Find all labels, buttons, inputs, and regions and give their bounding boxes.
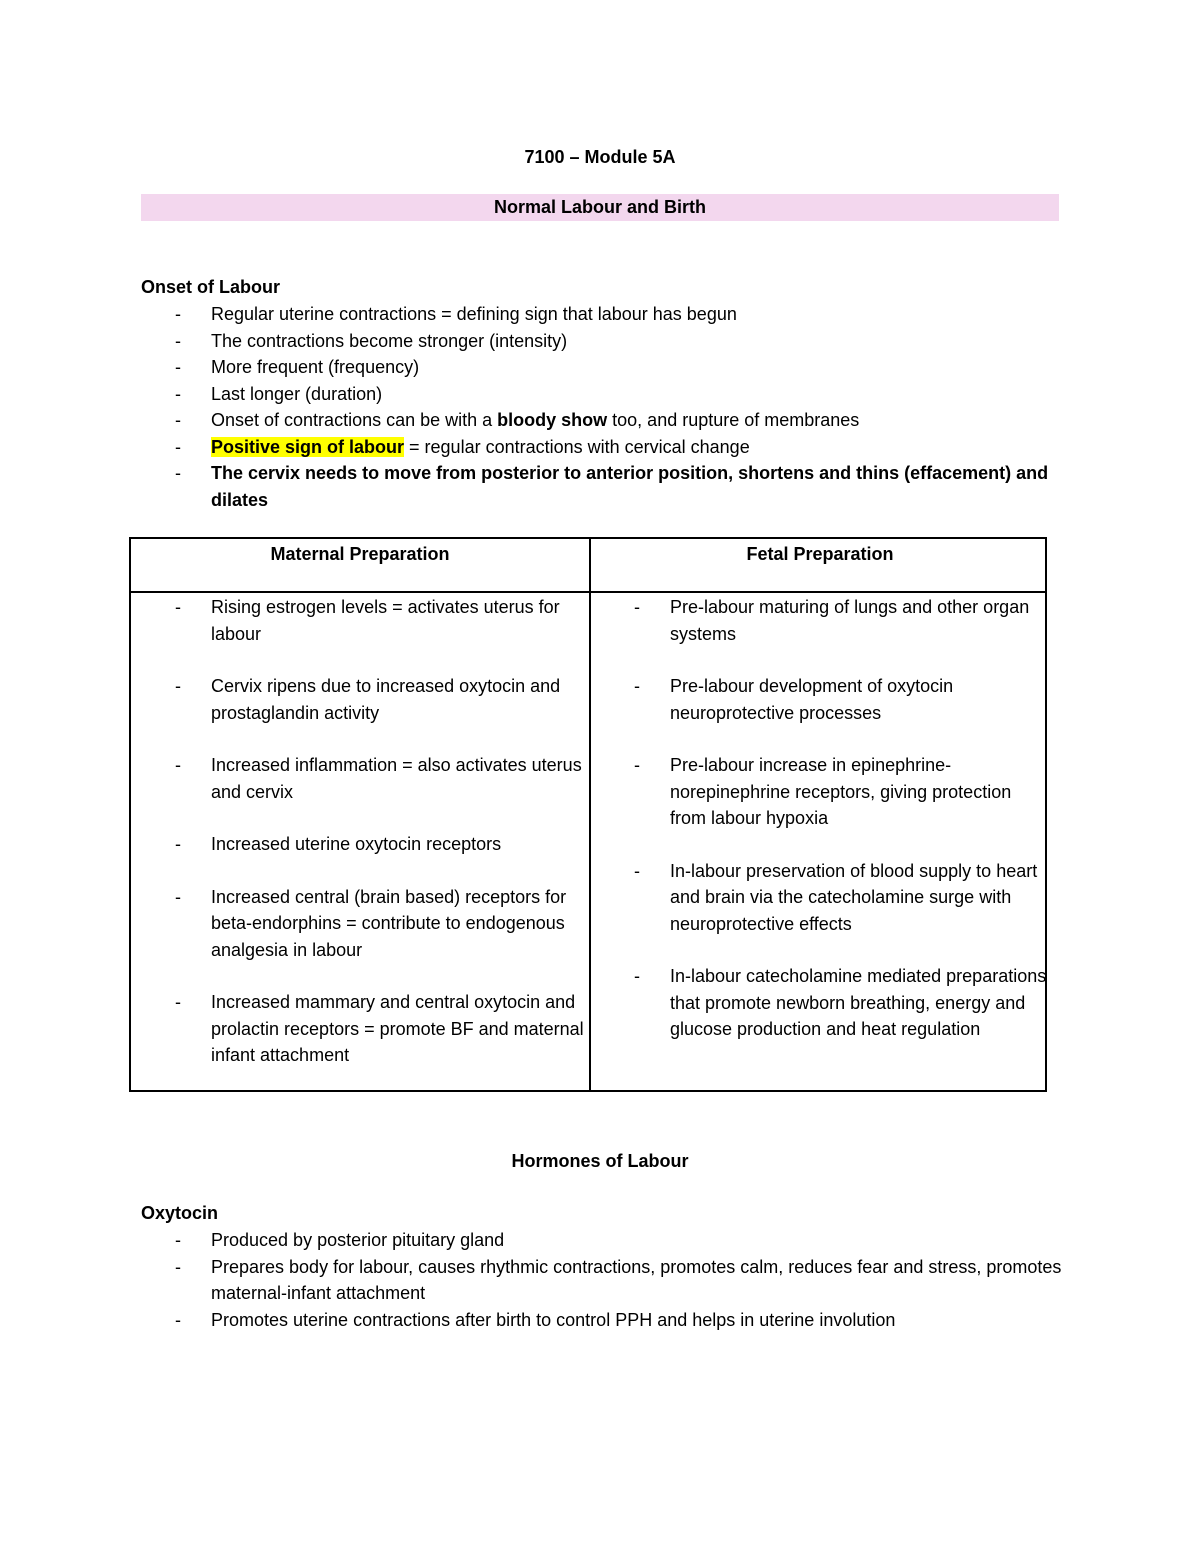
hormones-heading: Hormones of Labour — [511, 1151, 689, 1171]
fetal-column-header: Fetal Preparation — [746, 544, 894, 564]
list-item: - The contractions become stronger (intensity) — [141, 328, 1071, 355]
table-list-item: - In-labour catecholamine mediated preparations that promote newborn breathing, energy and glucose production and heat regulation — [634, 966, 1047, 1039]
highlighted-phrase: Positive sign of labour — [211, 436, 405, 457]
table-list-item: - Increased central (brain based) receptors for beta-endorphins = contribute to endogenous analgesia in labour — [175, 886, 567, 960]
table-list-item: - Cervix ripens due to increased oxytocin and prostaglandin activity — [175, 676, 561, 723]
list-dash: - — [175, 1309, 181, 1330]
table-header-rule — [131, 591, 1045, 593]
list-dash: - — [175, 383, 181, 404]
section-banner: Normal Labour and Birth — [141, 194, 1059, 221]
list-dash: - — [175, 357, 181, 377]
list-item: - Onset of contractions can be with a bloody show too, and rupture of membranes — [141, 407, 1071, 434]
list-item: - Prepares body for labour, causes rhythmic contractions, promotes calm, reduces fear and stress, promotes maternal-infant attachment — [141, 1254, 1071, 1307]
list-item: - Produced by posterior pituitary gland — [141, 1227, 1071, 1254]
document-title: 7100 – Module 5A — [524, 147, 676, 167]
list-dash: - — [175, 304, 181, 324]
list-item: - Regular uterine contractions = defining sign that labour has begun — [141, 301, 1071, 328]
list-item: - The cervix needs to move from posterior to anterior position, shortens and thins (effacement) and dilates — [141, 460, 1071, 513]
list-item: - Last longer (duration) — [141, 381, 1071, 408]
list-dash: - — [175, 463, 181, 483]
table-list-item: - Increased inflammation = also activates uterus and cervix — [175, 755, 582, 802]
table-list-item: - Increased mammary and central oxytocin and prolactin receptors = promote BF and maternal infant attachment — [175, 992, 584, 1065]
table-list-item: - Pre-labour maturing of lungs and other organ systems — [634, 597, 1030, 644]
bold-phrase: bloody show — [497, 410, 608, 430]
list-dash: - — [175, 330, 181, 351]
list-item: - Promotes uterine contractions after birth to control PPH and helps in uterine involution — [141, 1307, 1071, 1334]
oxytocin-heading: Oxytocin — [141, 1203, 219, 1223]
preparation-table — [129, 537, 1047, 1092]
oxytocin-list — [141, 1227, 1071, 1333]
table-list-item: - Pre-labour increase in epinephrine-norepinephrine receptors, giving protection from labour hypoxia — [634, 755, 1012, 828]
list-item: - More frequent (frequency) — [141, 354, 1071, 381]
table-list-item: - Rising estrogen levels = activates uterus for labour — [175, 597, 560, 644]
onset-heading: Onset of Labour — [141, 277, 280, 297]
fetal-list — [590, 594, 1050, 1069]
list-dash: - — [175, 1256, 181, 1277]
table-list-item: - Increased uterine oxytocin receptors — [175, 834, 502, 854]
maternal-column-header: Maternal Preparation — [270, 544, 450, 564]
list-item: - Positive sign of labour = regular contractions with cervical change — [141, 434, 1071, 461]
list-dash: - — [175, 1230, 181, 1250]
list-dash: - — [175, 436, 181, 457]
table-list-item: - In-labour preservation of blood supply to heart and brain via the catecholamine surge with neuroprotective effects — [634, 860, 1038, 934]
table-list-item: - Pre-labour development of oxytocin neuroprotective processes — [634, 676, 954, 723]
onset-list — [141, 301, 1071, 513]
list-dash: - — [175, 410, 181, 430]
maternal-list — [131, 594, 591, 1095]
